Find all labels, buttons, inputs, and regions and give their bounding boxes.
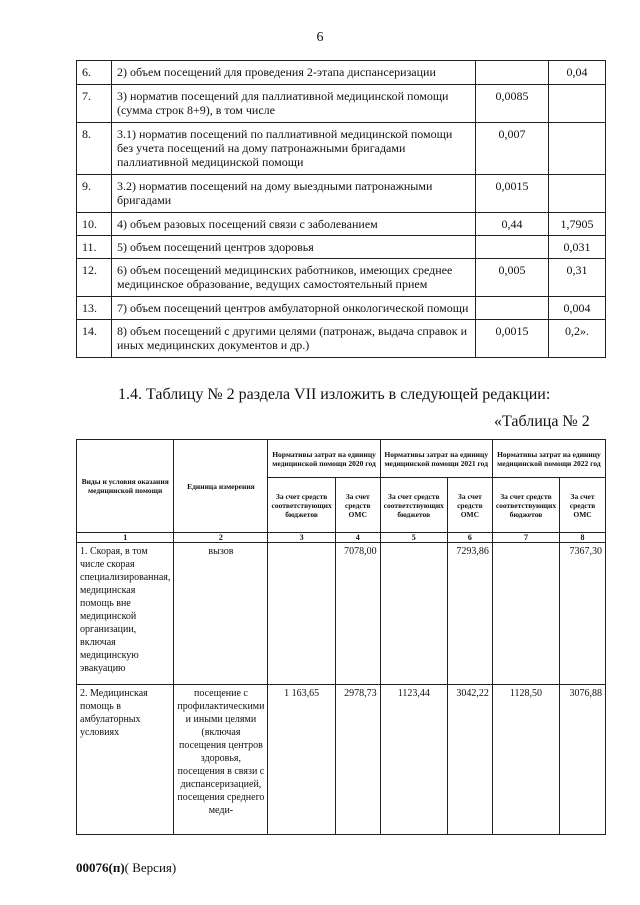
table-row — [77, 123, 606, 175]
header-budget: За счет средств соответствующих бюджетов — [268, 478, 335, 533]
unit-cell: посещение с профилактическими и иными целями (включая посещения центров здоровья, посещения в связи с диспансеризацией, посещения среднего меди- — [174, 685, 268, 835]
kind-cell: 2. Медицинская помощь в амбулаторных условиях — [77, 685, 174, 835]
value-cell: 0,31 — [549, 259, 606, 297]
description-cell: 3.2) норматив посещений на дому выездными патронажными бригадами — [112, 175, 476, 213]
column-index: 2 — [174, 533, 268, 543]
column-index: 1 — [77, 533, 174, 543]
table-reference: «Таблица № 2 — [494, 413, 590, 430]
table-row — [77, 543, 606, 685]
value-cell — [549, 123, 606, 175]
value-cell: 7293,86 — [447, 543, 492, 685]
value-cell: 0,031 — [549, 236, 606, 259]
table-row — [77, 213, 606, 236]
value-cell — [476, 297, 549, 320]
row-number-cell: 10. — [77, 213, 112, 236]
description-cell: 3.1) норматив посещений по паллиативной медицинской помощи без учета посещений на дому патронажными бригадами паллиативной медицинской помощи — [112, 123, 476, 175]
row-number-cell: 11. — [77, 236, 112, 259]
table-row — [77, 61, 606, 85]
column-index: 3 — [268, 533, 335, 543]
value-cell: 0,0015 — [476, 320, 549, 358]
column-index: 5 — [380, 533, 447, 543]
value-cell: 0,0085 — [476, 85, 549, 123]
value-cell — [380, 543, 447, 685]
description-cell: 6) объем посещений медицинских работников, имеющих среднее медицинское образование, ведущих самостоятельный прием — [112, 259, 476, 297]
value-cell — [492, 543, 559, 685]
table-norms-visits — [76, 60, 606, 358]
value-cell: 7078,00 — [335, 543, 380, 685]
value-cell: 1123,44 — [380, 685, 447, 835]
header-oms: За счет средств ОМС — [560, 478, 606, 533]
value-cell: 0,2». — [549, 320, 606, 358]
header-2021: Нормативы затрат на единицу медицинской помощи 2021 год — [380, 440, 492, 478]
table-cost-norms — [76, 439, 606, 835]
value-cell: 0,44 — [476, 213, 549, 236]
value-cell: 0,005 — [476, 259, 549, 297]
header-budget: За счет средств соответствующих бюджетов — [492, 478, 559, 533]
footer-version: ( Версия) — [124, 860, 177, 875]
column-index: 7 — [492, 533, 559, 543]
value-cell: 2978,73 — [335, 685, 380, 835]
header-unit: Единица измерения — [174, 440, 268, 533]
description-cell: 2) объем посещений для проведения 2-этапа диспансеризации — [112, 61, 476, 85]
table-row — [77, 175, 606, 213]
header-2022: Нормативы затрат на единицу медицинской помощи 2022 год — [492, 440, 605, 478]
value-cell — [549, 85, 606, 123]
footer-code: 00076(п) — [76, 860, 125, 875]
column-index: 8 — [560, 533, 606, 543]
table-row — [77, 685, 606, 835]
row-number-cell: 9. — [77, 175, 112, 213]
value-cell: 0,04 — [549, 61, 606, 85]
table-row — [77, 259, 606, 297]
section-heading: 1.4. Таблицу № 2 раздела VII изложить в следующей редакции: — [118, 386, 551, 403]
table-row — [77, 297, 606, 320]
header-kinds: Виды и условия оказания медицинской помощи — [77, 440, 174, 533]
description-cell: 7) объем посещений центров амбулаторной онкологической помощи — [112, 297, 476, 320]
table-row — [77, 85, 606, 123]
value-cell: 3076,88 — [560, 685, 606, 835]
value-cell: 0,007 — [476, 123, 549, 175]
value-cell: 3042,22 — [447, 685, 492, 835]
column-index-row — [77, 533, 606, 543]
value-cell: 1,7905 — [549, 213, 606, 236]
header-2020: Нормативы затрат на единицу медицинской помощи 2020 год — [268, 440, 380, 478]
row-number-cell: 8. — [77, 123, 112, 175]
description-cell: 8) объем посещений с другими целями (патронаж, выдача справок и иных медицинских документов и др.) — [112, 320, 476, 358]
row-number-cell: 13. — [77, 297, 112, 320]
header-budget: За счет средств соответствующих бюджетов — [380, 478, 447, 533]
page-number: 6 — [316, 30, 324, 45]
header-oms: За счет средств ОМС — [447, 478, 492, 533]
table-row — [77, 236, 606, 259]
value-cell: 1128,50 — [492, 685, 559, 835]
header-oms: За счет средств ОМС — [335, 478, 380, 533]
value-cell — [476, 236, 549, 259]
value-cell: 0,004 — [549, 297, 606, 320]
value-cell — [476, 61, 549, 85]
value-cell: 1 163,65 — [268, 685, 335, 835]
row-number-cell: 6. — [77, 61, 112, 85]
row-number-cell: 7. — [77, 85, 112, 123]
description-cell: 5) объем посещений центров здоровья — [112, 236, 476, 259]
column-index: 6 — [447, 533, 492, 543]
row-number-cell: 12. — [77, 259, 112, 297]
value-cell — [549, 175, 606, 213]
row-number-cell: 14. — [77, 320, 112, 358]
value-cell: 7367,30 — [560, 543, 606, 685]
kind-cell: 1. Скорая, в том числе скорая специализированная, медицинская помощь вне медицинской организации, включая медицинскую эвакуацию — [77, 543, 174, 685]
description-cell: 4) объем разовых посещений связи с заболеванием — [112, 213, 476, 236]
column-index: 4 — [335, 533, 380, 543]
unit-cell: вызов — [174, 543, 268, 685]
description-cell: 3) норматив посещений для паллиативной медицинской помощи (сумма строк 8+9), в том числе — [112, 85, 476, 123]
value-cell — [268, 543, 335, 685]
document-footer — [76, 860, 176, 876]
value-cell: 0,0015 — [476, 175, 549, 213]
table-row — [77, 320, 606, 358]
